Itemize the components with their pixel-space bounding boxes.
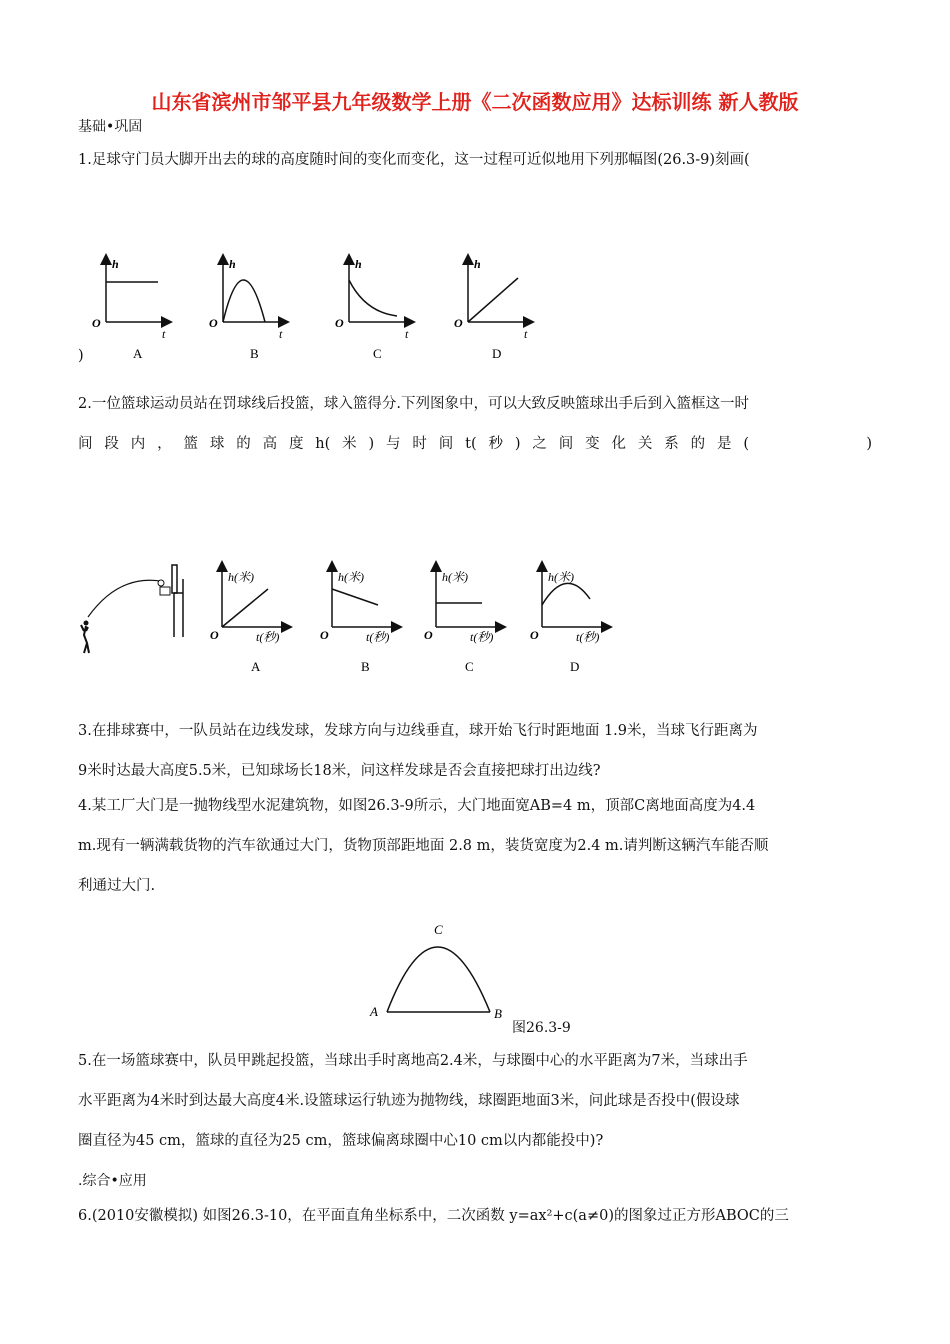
q2-c-axis-y: h(米)	[442, 570, 468, 584]
question-5-line-1: 5.在一场篮球赛中，队员甲跳起投篮，当球出手时离地高2.4米，与球圈中心的水平距离为7米，当球出手	[78, 1053, 748, 1069]
question-4-line-3: 利通过大门.	[78, 878, 156, 894]
q1-d-axis-x: t	[524, 327, 528, 341]
question-2-line-1: 2.一位篮球运动员站在罚球线后投篮，球入篮得分.下列图象中，可以大致反映篮球出手后到入篮框这一时	[78, 396, 749, 412]
q1-graph-a	[92, 256, 170, 361]
section-heading-comprehensive: .综合•应用	[78, 1173, 147, 1189]
section-heading-basic: 基础•巩固	[78, 119, 143, 135]
q2-b-axis-y: h(米)	[338, 570, 364, 584]
q2-option-b: B	[361, 659, 370, 674]
q1-graph-d	[454, 256, 532, 361]
question-2-line-2: 间段内，篮球的高度h(米)与时间t(秒)之间变化关系的是( )	[78, 436, 872, 452]
q1-b-axis-y: h	[229, 257, 236, 271]
q2-a-axis-x: t(秒)	[256, 630, 280, 644]
gate-label-a: A	[370, 1004, 378, 1019]
gate-label-c: C	[434, 922, 443, 937]
q1-option-c: C	[373, 346, 382, 361]
q2-c-origin: O	[424, 628, 433, 642]
figure-caption-26-3-9: 图26.3-9	[512, 1020, 571, 1036]
q1-option-d: D	[492, 346, 502, 361]
q2-d-axis-x: t(秒)	[576, 630, 600, 644]
q1-a-origin: O	[92, 316, 101, 330]
q2-b-axis-x: t(秒)	[366, 630, 390, 644]
q2-a-axis-y: h(米)	[228, 570, 254, 584]
q1-c-axis-y: h	[355, 257, 362, 271]
question-2-figures	[78, 555, 618, 680]
page-title: 山东省滨州市邹平县九年级数学上册《二次函数应用》达标训练 新人教版	[151, 90, 799, 114]
q1-graph-c	[335, 256, 413, 361]
question-1-figures	[78, 250, 558, 370]
q2-d-axis-y: h(米)	[548, 570, 574, 584]
question-3-line-2: 9米时达最大高度5.5米，已知球场长18米，问这样发球是否会直接把球打出边线?	[78, 763, 601, 779]
q1-a-axis-y: h	[112, 257, 119, 271]
q2-graph-a	[210, 563, 290, 674]
q1-b-origin: O	[209, 316, 218, 330]
question-1-text: 1.足球守门员大脚开出去的球的高度随时间的变化而变化，这一过程可近似地用下列那幅图(26.3-9)刻画(	[78, 152, 750, 168]
q1-option-a: A	[133, 346, 143, 361]
question-5-line-2: 水平距离为4米时到达最大高度4米.设篮球运行轨迹为抛物线，球圈距地面3米，问此球是否投中(假设球	[78, 1093, 740, 1109]
question-4-line-1: 4.某工厂大门是一抛物线型水泥建筑物，如图26.3-9所示，大门地面宽AB=4 m，顶部C离地面高度为4.4	[78, 798, 756, 814]
question-4-line-2: m.现有一辆满载货物的汽车欲通过大门，货物顶部距地面 2.8 m，装货宽度为2.4 m.请判断这辆汽车能否顺	[78, 838, 769, 854]
q2-option-c: C	[465, 659, 474, 674]
q2-graph-b	[320, 563, 400, 674]
q2-graph-d	[530, 563, 610, 674]
q1-graph-b	[209, 256, 287, 361]
q1-a-axis-x: t	[162, 327, 166, 341]
question-3-line-1: 3.在排球赛中，一队员站在边线发球，发球方向与边线垂直，球开始飞行时距地面 1.9米，当球飞行距离为	[78, 723, 758, 739]
q2-c-axis-x: t(秒)	[470, 630, 494, 644]
question-5-line-3: 圈直径为45 cm，篮球的直径为25 cm，篮球偏离球圈中心10 cm以内都能投中)?	[78, 1133, 604, 1149]
q1-d-origin: O	[454, 316, 463, 330]
gate-label-b: B	[494, 1006, 502, 1021]
parabolic-gate-figure	[362, 918, 512, 1022]
q1-b-axis-x: t	[279, 327, 283, 341]
question-6-line-1: 6.(2010安徽模拟) 如图26.3-10，在平面直角坐标系中，二次函数 y=ax²+c(a≠0)的图象过正方形ABOC的三	[78, 1208, 789, 1224]
q1-option-b: B	[250, 346, 259, 361]
q1-c-origin: O	[335, 316, 344, 330]
q2-option-d: D	[570, 659, 580, 674]
q2-graph-c	[424, 563, 504, 674]
q2-d-origin: O	[530, 628, 539, 642]
basketball-scene-illustration	[81, 565, 183, 653]
q2-option-a: A	[251, 659, 261, 674]
q2-b-origin: O	[320, 628, 329, 642]
q1-c-axis-x: t	[405, 327, 409, 341]
q1-d-axis-y: h	[474, 257, 481, 271]
question-1-close-paren: )	[78, 348, 84, 364]
q2-a-origin: O	[210, 628, 219, 642]
